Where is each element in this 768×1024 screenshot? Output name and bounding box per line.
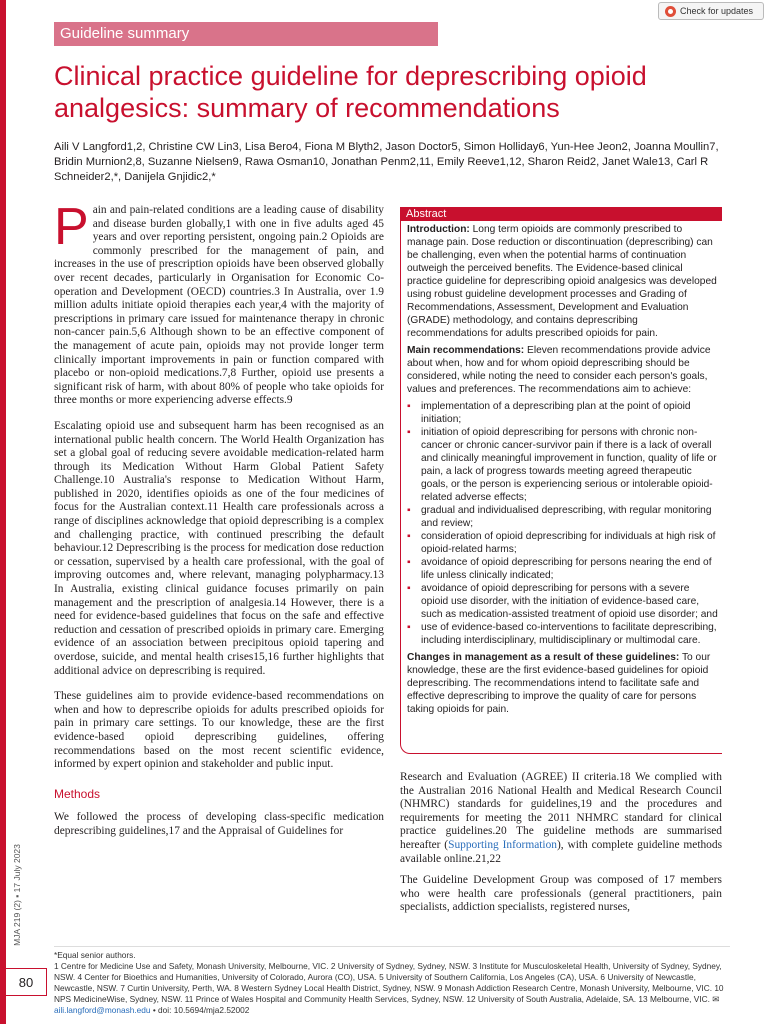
check-for-updates-label: Check for updates bbox=[680, 6, 754, 16]
abstract-introduction bbox=[407, 223, 718, 340]
recommendation-list bbox=[407, 400, 718, 647]
journal-info-vertical bbox=[10, 830, 24, 970]
page-number: 80 bbox=[6, 968, 47, 996]
paragraph-2: Escalating opioid use and subsequent harm has been recognised as an international public health concern. The World Health Organization has set a global goal of reducing severe avoidable medication-related harm through its Medication Without Harm Global Patient Safety Challenge.10 Australia's response to Medication Without Harm, published in 2020, identifies opioids as one of the four medicines of focus for the Australian context.11 Health care professionals across a range of disciplines acknowledge that opioid deprescribing is a complex and challenging practice, with continued prescribing the default behaviour.12 Deprescribing is the process for medication dose reduction or cessation, supervised by a health care professional, with the goal of improving outcomes and, where relevant, managing polypharmacy.13 In Australia, existing clinical guidance focuses primarily on pain management and the prescription of analgesia.14 However, there is a need for evidence-based guidelines that focus on the safe and effective reduction and cessation of prescribed opioids in primary care. Emerging evidence of an association between precipitous opioid tapering and overdose, suicide, and mental health crises15,16 further highlights that additional advice on deprescribing is required. bbox=[54, 419, 384, 677]
intro-text: ain and pain-related conditions are a leading cause of disability and disease burden globally,1 with one in five adults aged 45 years and over reporting persistent, ongoing pain.2 Opioids are commonly prescribed for the management of pain, and increases in the use of prescription opioids have been observed globally over recent decades, particularly in Organisation for Economic Co-operation and Development (OECD) countries.3 In Australia, over 1.9 million adults initiate opioid therapies each year,4 with the majority of prescriptions in primary care issued for maintenance therapy in chronic non-cancer pain.5,6 Although shown to be an effective component of the management of acute pain, opioids may not provide longer term clinically important improvements in pain or function compared with placebo or non-opioid medications.7,8 Further, opioid use presents a significant risk of harm, with about 80% of people who take opioids for three months or more experiencing adverse effects.9 bbox=[54, 204, 384, 407]
affiliations bbox=[54, 961, 730, 1016]
email-icon: ✉ bbox=[712, 994, 720, 1004]
list-item: ▪ implementation of a deprescribing plan at the point of opioid initiation; bbox=[407, 400, 718, 426]
intro-paragraph bbox=[54, 198, 384, 408]
main-text: Eleven recommendations provide advice about when, how and for whom opioid deprescribing should be considered, while noting the need to consider each person's goals, values and preferences. The recommendations aim to achieve: bbox=[407, 345, 711, 395]
changes-label: Changes in management as a result of these guidelines: bbox=[407, 652, 680, 663]
right-column bbox=[400, 771, 722, 923]
right-p1-text: Research and Evaluation (AGREE) II criteria.18 We complied with the Australian 2016 National Health and Medical Research Council (NHMRC) standards for guidelines,19 and the procedures and requirements for meeting the 2011 NHMRC standard for clinical practice guidelines.20 The guideline methods are summarised hereafter ( bbox=[400, 771, 722, 851]
abstract-changes bbox=[407, 651, 718, 716]
introduction-label: Introduction: bbox=[407, 224, 470, 235]
left-column bbox=[54, 198, 384, 851]
article-title: Clinical practice guideline for deprescribing opioid analgesics: summary of recommendations bbox=[54, 61, 647, 123]
methods-paragraph: We followed the process of developing class-specific medication deprescribing guidelines,17 and the Appraisal of Guidelines for bbox=[54, 811, 384, 837]
abstract-main bbox=[407, 344, 718, 396]
abstract-box bbox=[400, 207, 722, 755]
methods-heading: Methods bbox=[54, 786, 101, 801]
accent-bar bbox=[0, 0, 6, 1024]
list-item: ▪ consideration of opioid deprescribing for individuals at high risk of opioid-related harms; bbox=[407, 530, 718, 556]
introduction-text: Long term opioids are commonly prescribed to manage pain. Dose reduction or discontinuation (deprescribing) can be challenging, even when the potential harms of continuation outweigh the perceived benefits. The Evidence-based clinical practice guideline for deprescribing opioid analgesics was developed using robust guideline development processes and Grading of Recommendations, Assessment, Development and Evaluation (GRADE) methodology, and contains deprescribing recommendations for adults prescribed opioids for pain. bbox=[407, 224, 717, 339]
changes-text: To our knowledge, these are the first evidence-based guidelines for opioid deprescribing. The recommendations intend to facilitate safe and effective deprescribing to improve the quality of care for persons taking opioids for pain. bbox=[407, 652, 711, 715]
section-tag: Guideline summary bbox=[54, 22, 438, 46]
author-list: Aili V Langford1,2, Christine CW Lin3, Lisa Bero4, Fiona M Blyth2, Jason Doctor5, Simon Holliday6, Yun-Hee Jeon2, Joanna Moullin7, Bridin Murnion2,8, Suzanne Nielsen9, Rawa Osman10, Jonathan Penm2,11, Emily Reeve1,12, Sharon Reid2, Janet Wale13, Carl R Schneider2,*, Danijela Gnjidic2,* bbox=[54, 141, 719, 183]
affiliations-text: 1 Centre for Medicine Use and Safety, Monash University, Melbourne, VIC. 2 University of Sydney, Sydney, NSW. 3 Institute for Musculoskeletal Health, University of Sydney, Sydney, NSW. 4 Center for Bioethics and Humanities, University of Colorado, Aurora (CO), USA. 5 University of Southern California, Los Angeles (CA), USA. 6 University of Newcastle, Newcastle, NSW. 7 Curtin University, Perth, WA. 8 Western Sydney Local Health District, Sydney, NSW. 9 Monash Addiction Research Centre, Monash University, Melbourne, VIC. 10 NPS MedicineWise, Sydney, NSW. 11 Prince of Wales Hospital and Community Health Services, Sydney, NSW. 12 University of South Australia, Adelaide, SA. 13 Melbourne, VIC. bbox=[54, 961, 724, 1004]
check-for-updates-button[interactable] bbox=[658, 2, 764, 20]
list-item: ▪ avoidance of opioid deprescribing for persons nearing the end of life unless clinically indicated; bbox=[407, 556, 718, 582]
right-paragraph-2: The Guideline Development Group was composed of 17 members who were health care professionals (general practitioners, pain specialists, addiction specialists, registered nurses, bbox=[400, 874, 722, 914]
corresponding-email-link[interactable]: aili.langford@monash.edu bbox=[54, 1005, 151, 1015]
abstract-heading: Abstract bbox=[400, 207, 722, 221]
footnotes bbox=[54, 946, 730, 1016]
paragraph-3: These guidelines aim to provide evidence-based recommendations on when and how to deprescribe opioids for adults prescribed opioids for pain in primary care settings. To our knowledge, these are the first evidence-based opioid deprescribing guidelines, offering recommendations based on the most recent scientific evidence, informed by expert opinion and stakeholder and public input. bbox=[54, 690, 384, 771]
right-paragraph-1 bbox=[400, 771, 722, 866]
drop-cap: P bbox=[54, 198, 89, 256]
list-item: ▪ initiation of opioid deprescribing for persons with chronic non-cancer or chronic cancer-survivor pain if there is a lack of overall and clinically meaningful improvement in function, quality of life or pain, a lack of progress towards meeting agreed therapeutic goals, or the person is experiencing serious or intolerable opioid-related adverse effects; bbox=[407, 426, 718, 504]
list-item: ▪ avoidance of opioid deprescribing for persons with a severe opioid use disorder, with the initiation of evidence-based care, such as medication-assisted treatment of opioid use disorder; and bbox=[407, 582, 718, 621]
doi-text: • doi: 10.5694/mja2.52002 bbox=[150, 1005, 250, 1015]
crossmark-icon bbox=[665, 6, 676, 17]
main-label: Main recommendations: bbox=[407, 345, 525, 356]
list-item: ▪ gradual and individualised deprescribing, with regular monitoring and review; bbox=[407, 504, 718, 530]
abstract-body bbox=[400, 221, 722, 754]
list-item: ▪ use of evidence-based co-interventions to facilitate deprescribing, including interdisciplinary, multidisciplinary or multimodal care. bbox=[407, 621, 718, 647]
supporting-information-link[interactable]: Supporting Information bbox=[448, 838, 557, 851]
right-p1-tail: ), with complete guideline methods available online.21,22 bbox=[400, 838, 723, 865]
journal-info: MJA 219 (2) ▪ 17 July 2023 bbox=[12, 844, 22, 946]
equal-authors-note: *Equal senior authors. bbox=[54, 950, 136, 960]
